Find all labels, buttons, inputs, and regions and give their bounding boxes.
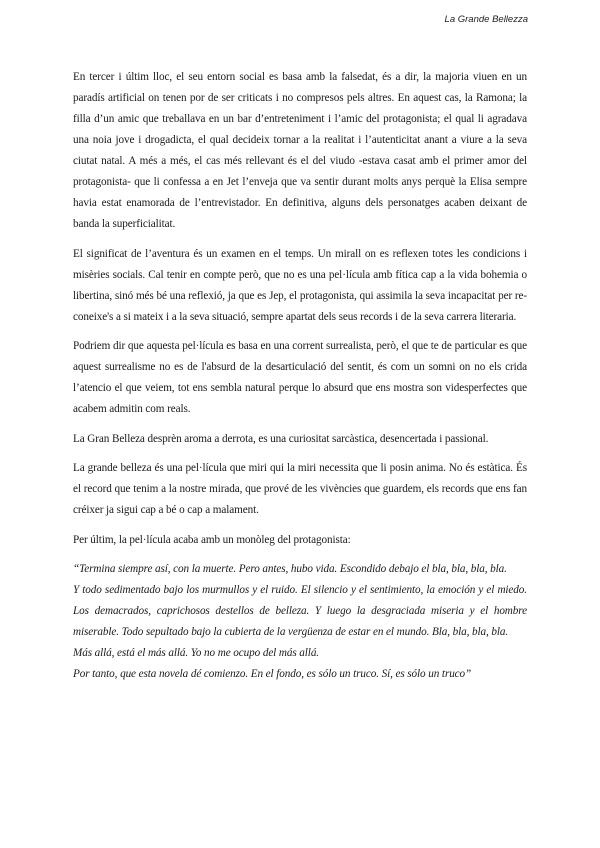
paragraph-film-needs-soul: La grande belleza és una pel·lícula que miri qui la miri necessita que li posin anima. No és estàtica. És el record que tenim a la nostre mirada, que prové de les vivències que guardem, els records que ens fan créixer ja sigui cap a bé o cap a malament. [73,462,527,516]
paragraph-final-monologue-intro: Per últim, la pel·lícula acaba amb un monòleg del protagonista: [73,533,351,546]
quote-line: “Termina siempre así, con la muerte. Pero antes, hubo vida. Escondido debajo el bla, bla, bla, bla. [73,563,507,575]
quote-line: Y todo sedimentado bajo los murmullos y el ruido. El silencio y el sentimiento, la emoción y el miedo. Los demacrados, caprichosos destellos de belleza. Y luego la desgraciada miseria y el hombre miserable. Todo sepultado bajo la cubierta de la vergüenza de estar en el mundo. Bla, bla, bla, bla. [73,584,527,638]
paragraph-surrealism: Podriem dir que aquesta pel·lícula es basa en una corrent surrealista, però, el que te de particular es que aquest surrealisme no es de l'absurd de la desarticulació del sentit, és com un somni on no els crida l’atencio el que veiem, tot ens sembla natural perque lo absurd que ens mostra son videsperfectes que acabem admitin com reals. [73,340,527,415]
paragraph-meaning-of-adventure: El significat de l’aventura és un examen en el temps. Un mirall on es reflexen totes les condicions i misèries socials. Cal tenir en compte però, que no es una pel·lícula amb fítica cap a la vida bohemia o libertina, sinó més bé una reflexió, ja que es Jep, el protagonista, qui assimila la seva incapacitat per re-coneixe's a si mateix i a la seva situació, sempre apartat dels seus records i de la seva carrera literaria. [73,247,527,323]
paragraph-aroma-of-defeat: La Gran Belleza desprèn aroma a derrota, es una curiositat sarcàstica, desencertada i passional. [73,432,489,445]
quote-line: Más allá, está el más allá. Yo no me ocupo del más allá. [73,647,320,659]
paragraph-social-environment: En tercer i últim lloc, el seu entorn social es basa amb la falsedat, és a dir, la majoria viuen en un paradís artificial on tenen por de ser criticats i no compresos pels altres. En aquest cas, la Ramona; la filla d’un amic que treballava en un bar d’entreteniment i l’amic del protagonista; el qual li agradava una noia jove i drogadicta, el qual decideix tornar a la realitat i l’autenticitat anant a viure a la seva ciutat natal. A més a més, el cas més rellevant és el del viudo -estava casat amb el primer amor del protagonista- que li confessa a en Jet l’enveja que va sentir durant molts anys perquè la Elisa sempre havia estat enamorada de l’entrevistador. En definitiva, alguns dels personatges acaben deixant de banda la superficialitat. [73,71,527,230]
running-header: La Grande Bellezza [444,14,528,25]
body-text [73,67,527,685]
quote-line: Por tanto, que esta novela dé comienzo. En el fondo, es sólo un truco. Sí, es sólo un truco” [73,668,472,680]
monologue-quote [73,559,527,685]
